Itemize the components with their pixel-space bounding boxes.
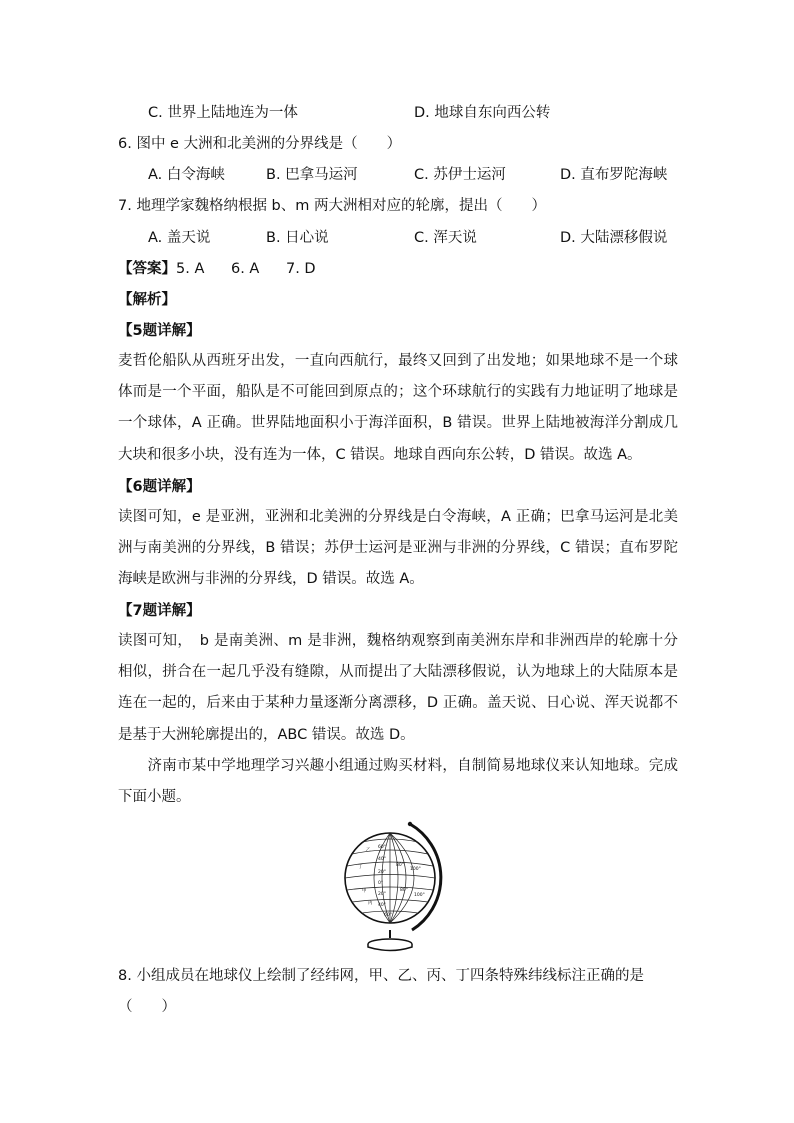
q6-option-a: A. 白令海峡 [148, 167, 225, 183]
intro-text: 济南市某中学地理学习兴趣小组通过购买材料，自制简易地球仪来认知地球。完成下面小题。 [118, 758, 678, 806]
detail5-text: 麦哲伦船队从西班牙出发，一直向西航行，最终又回到了出发地；如果地球不是一个球体而是一个平面，船队是不可能回到原点的；这个环球航行的实践有力地证明了地球是一个球体，A 正确。世界陆地面积小于海洋面积，B 错误。世界上陆地被海洋分割成几大块和很多小块，没有连为一体，C 错误。地球自西向东公转，D 错误。故选 A。 [118, 353, 678, 463]
figure-label: 甲 [362, 889, 367, 894]
figure-label: 20° [378, 870, 386, 875]
detail6-text: 读图可知，e 是亚洲，亚洲和北美洲的分界线是白令海峡，A 正确；巴拿马运河是北美洲与南美洲的分界线，B 错误；苏伊士运河是亚洲与非洲的分界线，C 错误；直布罗陀海峡是欧洲与非洲的分界线，D 错误。故选 A。 [118, 509, 678, 588]
figure-label: 60° [378, 845, 386, 850]
q7-option-d: D. 大陆漂移假说 [560, 230, 668, 246]
figure-label: 丙 [368, 901, 373, 906]
q8-stem: 8. 小组成员在地球仪上绘制了经纬网，甲、乙、丙、丁四条特殊纬线标注正确的是 [118, 968, 644, 984]
detail7-text: 读图可知， b 是南美洲、m 是非洲，魏格纳观察到南美洲东岸和非洲西岸的轮廓十分相似，拼合在一起几乎没有缝隙，从而提出了大陆漂移假说，认为地球上的大陆原本是连在一起的，后来由于某种力量逐渐分离漂移，D 正确。盖天说、日心说、浑天说都不是基于大洲轮廓提出的，ABC 错误。故选 D。 [118, 633, 678, 743]
detail5-label: 【5题详解】 [118, 323, 201, 339]
q7-stem: 7. 地理学家魏格纳根据 b、m 两大洲相对应的轮廓，提出（ ） [118, 198, 546, 214]
q7-option-a: A. 盖天说 [148, 230, 211, 246]
q5-option-d: D. 地球自东向西公转 [414, 105, 551, 121]
figure-label: 100° [410, 867, 421, 872]
q8-answer-paren: （ ） [118, 999, 176, 1015]
answer-line [118, 259, 316, 279]
analysis-label: 【解析】 [118, 292, 176, 308]
figure-label: 乙 [366, 848, 371, 853]
figure-label: 20° [378, 892, 386, 897]
globe-icon [338, 818, 448, 956]
detail6-label: 【6题详解】 [118, 479, 201, 495]
figure-label: 80° [400, 888, 408, 893]
q6-stem: 6. 图中 e 大洲和北美洲的分界线是（ ） [118, 136, 402, 152]
answer-6: 6. A [230, 261, 260, 277]
q7-option-b: B. 日心说 [266, 230, 329, 246]
answer-7: 7. D [285, 261, 316, 277]
figure-label: 100° [414, 893, 425, 898]
q7-option-c: C. 浑天说 [414, 230, 477, 246]
answer-label: 【答案】 [118, 261, 176, 277]
figure-label: 0° [378, 881, 384, 886]
figure-label: 40° [378, 857, 386, 862]
figure-label: 40° [378, 903, 386, 908]
q6-option-d: D. 直布罗陀海峡 [560, 167, 668, 183]
q6-option-b: B. 巴拿马运河 [266, 167, 358, 183]
figure-label: 丁 [358, 865, 363, 870]
answer-5: 5. A [176, 261, 205, 277]
figure-label: 80° [396, 863, 404, 868]
detail7-label: 【7题详解】 [118, 603, 201, 619]
q6-option-c: C. 苏伊士运河 [414, 167, 506, 183]
q5-option-c: C. 世界上陆地连为一体 [148, 105, 298, 121]
figure-label: 60° [384, 913, 392, 918]
